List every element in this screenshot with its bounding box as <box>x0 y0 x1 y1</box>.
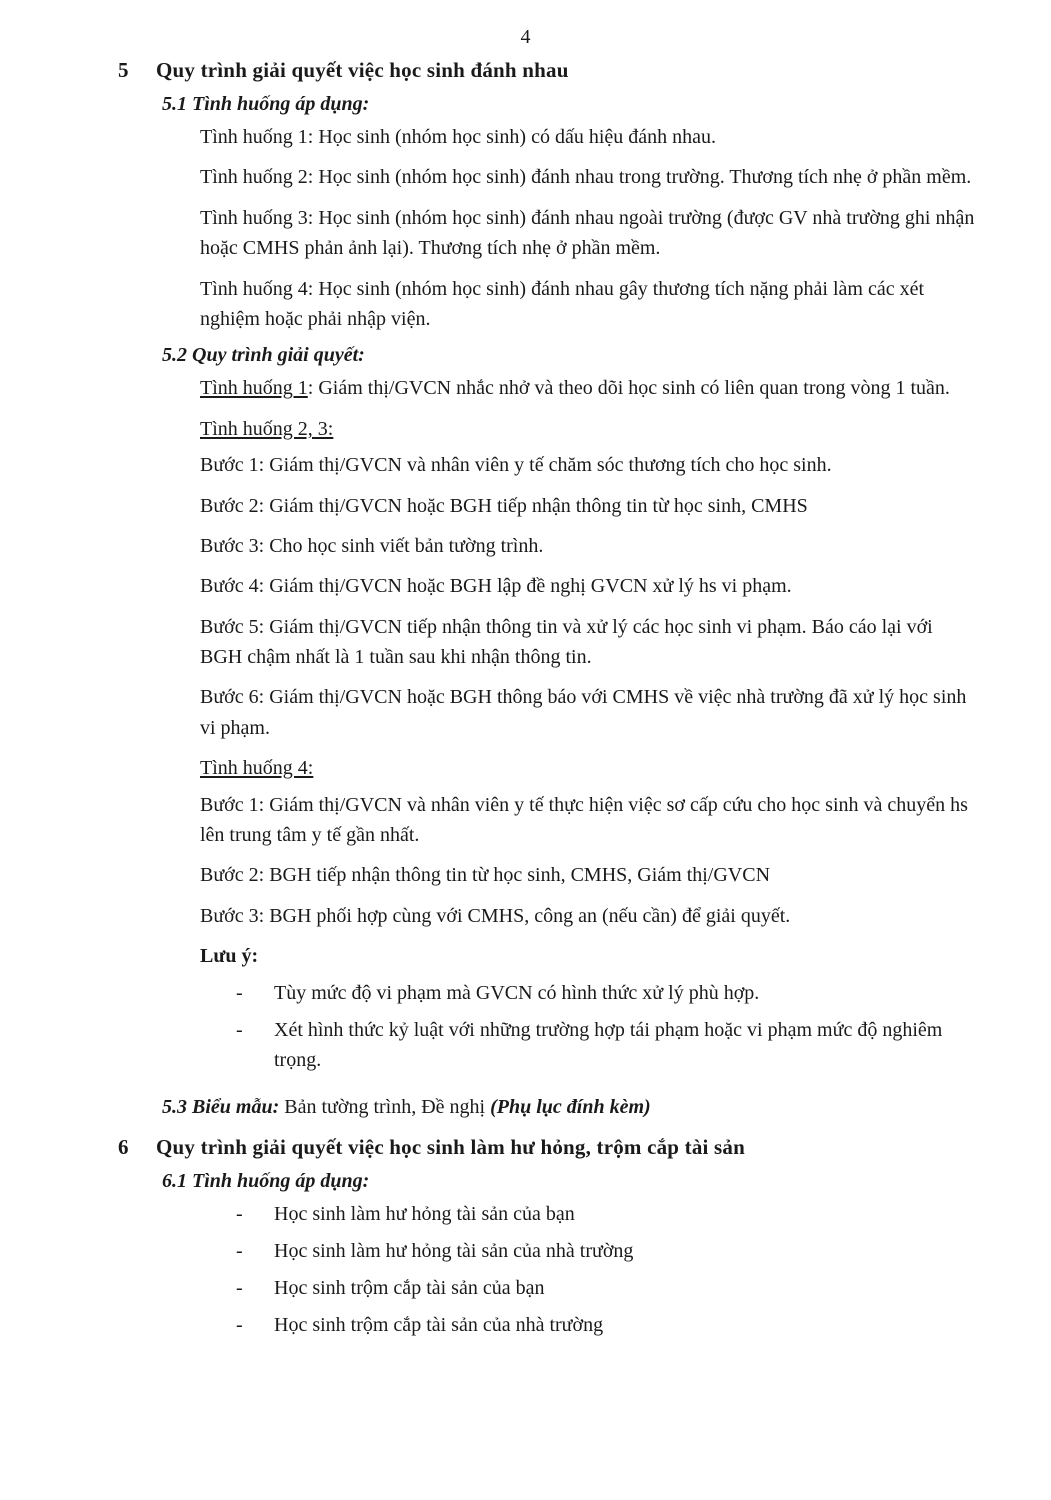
section-title-5: Quy trình giải quyết việc học sinh đánh nhau <box>156 58 569 82</box>
dash-bullet-icon: - <box>236 1018 243 1041</box>
case-4-step-3: Bước 3: BGH phối hợp cùng với CMHS, công an (nếu cần) để giải quyết. <box>200 904 791 927</box>
section-heading-6 <box>118 1135 978 1160</box>
case-23-step-4: Bước 4: Giám thị/GVCN hoặc BGH lập đề nghị GVCN xử lý hs vi phạm. <box>200 575 792 598</box>
case-23-step-5: Bước 5: Giám thị/GVCN tiếp nhận thông tin và xử lý các học sinh vi phạm. Báo cáo lại với BGH chậm nhất là 1 tuần sau khi nhận thông tin. <box>200 615 933 669</box>
situation-3: Tình huống 3: Học sinh (nhóm học sinh) đánh nhau ngoài trường (được GV nhà trường ghi nhận hoặc CMHS phản ảnh lại). Thương tích nhẹ ở phần mềm. <box>200 206 975 260</box>
section-heading-5 <box>118 58 978 83</box>
page-content <box>118 58 978 1347</box>
list-item <box>236 1199 978 1229</box>
dash-bullet-icon: - <box>236 1313 243 1336</box>
note-list <box>236 978 978 1075</box>
subsection-5-3-label: 5.3 Biểu mẫu: <box>162 1095 280 1118</box>
subsection-heading-6-1: 6.1 Tình huống áp dụng: <box>162 1169 370 1192</box>
dash-bullet-icon: - <box>236 1239 243 1262</box>
subsection-heading-5-3 <box>162 1096 978 1119</box>
section-number-6: 6 <box>118 1134 129 1159</box>
case-4-label-paragraph <box>200 753 978 783</box>
page-number: 4 <box>520 26 531 48</box>
section6-situation-list <box>236 1199 978 1340</box>
case-23-step-3: Bước 3: Cho học sinh viết bản tường trình. <box>200 534 544 557</box>
case-23-step-2: Bước 2: Giám thị/GVCN hoặc BGH tiếp nhận thông tin từ học sinh, CMHS <box>200 494 808 517</box>
note-item-1: Tùy mức độ vi phạm mà GVCN có hình thức xử lý phù hợp. <box>274 981 760 1004</box>
note-item-2: Xét hình thức kỷ luật với những trường hợp tái phạm hoặc vi phạm mức độ nghiêm trọng. <box>274 1018 943 1071</box>
dash-bullet-icon: - <box>236 1202 243 1225</box>
case-4-label: Tình huống 4: <box>200 757 314 780</box>
subsection-heading-5-2: 5.2 Quy trình giải quyết: <box>162 344 365 367</box>
case-23-label-paragraph <box>200 414 978 444</box>
section-title-6: Quy trình giải quyết việc học sinh làm hư hỏng, trộm cắp tài sản <box>156 1134 745 1159</box>
case-1-text: : Giám thị/GVCN nhắc nhở và theo dõi học sinh có liên quan trong vòng 1 tuần. <box>307 377 950 400</box>
case-1-paragraph <box>200 373 978 403</box>
section6-situation-1: Học sinh làm hư hỏng tài sản của bạn <box>274 1202 575 1225</box>
list-item <box>236 978 978 1008</box>
section6-situation-2: Học sinh làm hư hỏng tài sản của nhà trường <box>274 1239 634 1262</box>
section6-situation-3: Học sinh trộm cắp tài sản của bạn <box>274 1276 545 1299</box>
case-1-label: Tình huống 1 <box>200 377 308 400</box>
list-item <box>236 1273 978 1303</box>
list-item <box>236 1015 978 1075</box>
section-number-5: 5 <box>118 58 129 82</box>
situation-2: Tình huống 2: Học sinh (nhóm học sinh) đánh nhau trong trường. Thương tích nhẹ ở phần mềm. <box>200 166 972 189</box>
case-23-step-6: Bước 6: Giám thị/GVCN hoặc BGH thông báo với CMHS về việc nhà trường đã xử lý học sinh vi phạm. <box>200 686 967 739</box>
subsection-5-3-plain: Bản tường trình, Đề nghị <box>284 1095 486 1118</box>
dash-bullet-icon: - <box>236 1276 243 1299</box>
case-4-step-2: Bước 2: BGH tiếp nhận thông tin từ học sinh, CMHS, Giám thị/GVCN <box>200 864 771 887</box>
section6-situation-4: Học sinh trộm cắp tài sản của nhà trường <box>274 1313 604 1336</box>
subsection-heading-5-1: 5.1 Tình huống áp dụng: <box>162 93 370 115</box>
dash-bullet-icon: - <box>236 981 243 1004</box>
note-label: Lưu ý: <box>200 945 259 968</box>
situation-4: Tình huống 4: Học sinh (nhóm học sinh) đánh nhau gây thương tích nặng phải làm các xét nghiệm hoặc phải nhập viện. <box>200 277 925 330</box>
case-23-label: Tình huống 2, 3: <box>200 417 334 440</box>
subsection-5-3-italic: (Phụ lục đính kèm) <box>490 1095 651 1118</box>
list-item <box>236 1310 978 1340</box>
case-4-step-1: Bước 1: Giám thị/GVCN và nhân viên y tế thực hiện việc sơ cấp cứu cho học sinh và chuyển hs lên trung tâm y tế gần nhất. <box>200 793 968 847</box>
case-23-step-1: Bước 1: Giám thị/GVCN và nhân viên y tế chăm sóc thương tích cho học sinh. <box>200 454 832 477</box>
list-item <box>236 1236 978 1266</box>
situation-1: Tình huống 1: Học sinh (nhóm học sinh) có dấu hiệu đánh nhau. <box>200 126 717 148</box>
